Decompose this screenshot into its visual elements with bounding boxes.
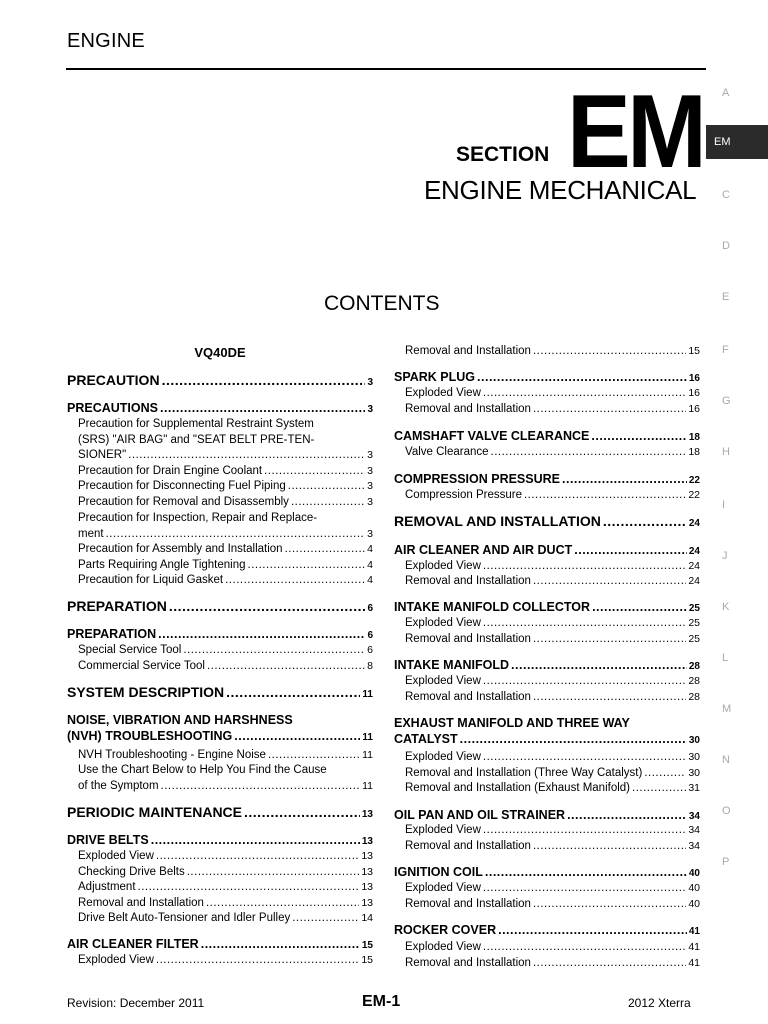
toc-entry[interactable]: [394, 823, 700, 839]
toc-entry-title: Removal and Installation: [405, 345, 531, 357]
toc-entry-title: of the Symptom: [78, 779, 159, 792]
dot-leader: [491, 445, 687, 461]
dot-leader: [207, 659, 365, 675]
dot-leader: [158, 627, 365, 643]
toc-entry[interactable]: [394, 766, 700, 782]
toc-entry-title-line: Precaution for Supplemental Restraint System: [78, 418, 314, 430]
toc-entry-page: 3: [367, 465, 373, 477]
toc-entry[interactable]: [67, 805, 373, 823]
dot-leader: [291, 495, 365, 511]
toc-entry-page: 24: [688, 575, 700, 587]
dot-leader: [161, 779, 361, 795]
toc-entry[interactable]: [394, 658, 700, 675]
toc-entry-title: NVH Troubleshooting - Engine Noise: [78, 749, 266, 761]
toc-entry[interactable]: [394, 781, 700, 797]
dot-leader: [477, 370, 687, 386]
dot-leader: [483, 881, 686, 897]
toc-entry-title-line: (SRS) "AIR BAG" and "SEAT BELT PRE-TEN-: [78, 433, 315, 446]
index-tab[interactable]: D: [722, 240, 730, 252]
toc-entry-page: 4: [367, 559, 373, 571]
toc-entry-title: Drive Belt Auto-Tensioner and Idler Pulley: [78, 912, 291, 924]
toc-entry-title: Exploded View: [405, 941, 481, 953]
toc-entry-page: 3: [367, 480, 373, 492]
dot-leader: [533, 897, 686, 913]
footer-model: 2012 Xterra: [628, 996, 691, 1010]
index-tab[interactable]: G: [722, 395, 731, 407]
toc-entry[interactable]: [67, 937, 373, 954]
toc-entry-title: Removal and Installation: [405, 691, 531, 703]
toc-entry[interactable]: [394, 445, 700, 461]
toc-entry-page: 4: [367, 543, 373, 555]
toc-entry[interactable]: [394, 865, 700, 882]
toc-entry-title: Removal and Installation: [405, 898, 531, 910]
toc-entry-page: 13: [361, 881, 373, 893]
toc-entry-page: 6: [367, 630, 373, 641]
toc-entry-page: 18: [688, 432, 700, 443]
index-tab[interactable]: F: [722, 344, 729, 356]
toc-entry-page: 30: [688, 734, 700, 746]
toc-entry-title: COMPRESSION PRESSURE: [394, 472, 561, 486]
toc-entry-title: AIR CLEANER FILTER: [67, 937, 199, 951]
toc-entry-title: Exploded View: [405, 751, 481, 763]
dot-leader: [592, 600, 687, 616]
toc-entry-page: 11: [362, 779, 373, 792]
toc-entry-title: INTAKE MANIFOLD: [394, 658, 510, 672]
toc-entry-page: 13: [361, 897, 373, 909]
index-tab[interactable]: E: [722, 291, 730, 303]
dot-leader: [225, 573, 365, 589]
toc-entry-page: 30: [688, 751, 700, 763]
index-tab[interactable]: O: [722, 805, 731, 817]
toc-entry-page: 24: [688, 546, 700, 557]
toc-entry[interactable]: [394, 370, 700, 387]
toc-entry-title: IGNITION COIL: [394, 865, 483, 879]
toc-entry-page: 16: [688, 373, 700, 384]
toc-entry[interactable]: [394, 574, 700, 590]
toc-entry-title: AIR CLEANER AND AIR DUCT: [394, 543, 573, 557]
toc-entry-title: Valve Clearance: [405, 446, 489, 458]
toc-entry-title: Removal and Installation (Three Way Catalyst): [405, 767, 643, 779]
toc-entry[interactable]: [394, 881, 700, 897]
toc-entry-title: Precaution for Removal and Disassembly: [78, 496, 289, 508]
toc-entry[interactable]: [394, 616, 700, 632]
dot-leader: [288, 479, 365, 495]
toc-entry-title: DRIVE BELTS: [67, 833, 149, 847]
toc-entry[interactable]: [67, 659, 373, 675]
toc-entry-page: 24: [688, 518, 700, 529]
header-title: ENGINE: [67, 30, 145, 52]
toc-entry[interactable]: [394, 488, 700, 504]
dot-leader: [533, 574, 686, 590]
dot-leader: [533, 632, 686, 648]
toc-entry[interactable]: [394, 514, 700, 532]
toc-entry[interactable]: [67, 849, 373, 865]
dot-leader: [533, 956, 686, 972]
toc-entry-title: CATALYST: [394, 731, 458, 746]
toc-entry-title: SPARK PLUG: [394, 370, 476, 384]
toc-entry[interactable]: [394, 674, 700, 690]
toc-entry[interactable]: [394, 559, 700, 575]
toc-entry[interactable]: [67, 401, 373, 418]
toc-entry[interactable]: [67, 685, 373, 703]
toc-entry-title: Special Service Tool: [78, 644, 182, 656]
toc-entry[interactable]: [67, 464, 373, 480]
toc-entry[interactable]: [67, 479, 373, 495]
toc-entry-title: ROCKER COVER: [394, 923, 497, 937]
dot-leader: [483, 616, 686, 632]
dot-leader: [201, 937, 360, 953]
toc-entry-title-line: NOISE, VIBRATION AND HARSHNESS: [67, 713, 293, 727]
toc-entry-page: 28: [688, 661, 700, 672]
toc-entry[interactable]: [67, 373, 373, 391]
toc-entry-page: 3: [367, 404, 373, 415]
dot-leader: [533, 402, 686, 418]
toc-entry-page: 40: [688, 882, 700, 894]
dot-leader: [151, 833, 360, 849]
index-tab[interactable]: N: [722, 754, 730, 766]
dot-leader: [483, 940, 686, 956]
toc-entry-page: 13: [361, 866, 373, 878]
toc-entry-page: 16: [688, 403, 700, 415]
dot-leader: [206, 896, 359, 912]
toc-entry-title: Exploded View: [405, 560, 481, 572]
toc-entry[interactable]: [67, 599, 373, 617]
index-tab[interactable]: J: [722, 550, 728, 562]
dot-leader: [483, 823, 686, 839]
toc-entry-page: 28: [688, 675, 700, 687]
toc-entry-page: 34: [688, 811, 700, 822]
toc-entry-page: 13: [361, 850, 373, 862]
toc-entry-title-line: Use the Chart Below to Help You Find the Cause: [78, 764, 327, 776]
dot-leader: [511, 658, 687, 674]
dot-leader: [574, 543, 687, 559]
toc-entry-title: Compression Pressure: [405, 489, 522, 501]
dot-leader: [128, 448, 365, 464]
toc-entry-page: 11: [362, 731, 373, 743]
toc-entry-title: Exploded View: [405, 824, 481, 836]
dot-leader: [632, 781, 686, 797]
dot-leader: [156, 953, 359, 969]
toc-entry[interactable]: [67, 713, 373, 745]
index-tab[interactable]: A: [722, 87, 730, 99]
toc-entry[interactable]: [394, 600, 700, 617]
index-tab[interactable]: L: [722, 652, 729, 664]
toc-entry-title: Removal and Installation: [78, 897, 204, 909]
index-tab-active[interactable]: [706, 125, 768, 159]
dot-leader: [562, 472, 687, 488]
toc-entry-page: 11: [362, 689, 373, 700]
toc-entry[interactable]: [394, 716, 700, 748]
footer-revision: Revision: December 2011: [67, 996, 205, 1010]
toc-entry[interactable]: [67, 833, 373, 850]
toc-entry[interactable]: [394, 690, 700, 706]
index-tab[interactable]: K: [722, 601, 730, 613]
toc-entry-page: 31: [688, 782, 700, 794]
toc-entry[interactable]: [394, 956, 700, 972]
index-tab[interactable]: H: [722, 446, 730, 458]
dot-leader: [485, 865, 687, 881]
toc-entry-title: PRECAUTIONS: [67, 401, 158, 415]
dot-leader: [264, 464, 365, 480]
toc-entry-title-line: Precaution for Inspection, Repair and Replace-: [78, 512, 318, 524]
dot-leader: [226, 685, 360, 701]
toc-entry[interactable]: [67, 865, 373, 881]
toc-entry-page: 3: [367, 527, 373, 540]
toc-entry-title: PREPARATION: [67, 627, 157, 641]
toc-entry-page: 6: [367, 644, 373, 656]
dot-leader: [524, 488, 686, 504]
dot-leader: [244, 805, 360, 821]
dot-leader: [187, 865, 360, 881]
dot-leader: [268, 748, 360, 764]
toc-entry[interactable]: [67, 511, 373, 542]
toc-entry-title: Exploded View: [405, 675, 481, 687]
toc-entry-page: 41: [688, 941, 700, 953]
toc-entry[interactable]: [67, 417, 373, 464]
toc-entry[interactable]: [394, 632, 700, 648]
dot-leader: [183, 643, 365, 659]
toc-entry[interactable]: [394, 897, 700, 913]
dot-leader: [285, 542, 366, 558]
toc-entry[interactable]: [67, 748, 373, 764]
toc-entry[interactable]: [67, 911, 373, 927]
toc-entry-page: 3: [367, 377, 373, 388]
toc-entry-page: 24: [688, 560, 700, 572]
toc-entry-title: ment: [78, 527, 104, 540]
toc-entry-page: 25: [688, 633, 700, 645]
toc-entry-title: Checking Drive Belts: [78, 866, 185, 878]
toc-entry-page: 41: [688, 926, 700, 937]
toc-entry-title: CAMSHAFT VALVE CLEARANCE: [394, 429, 590, 443]
section-label: SECTION: [456, 143, 550, 166]
toc-entry-page: 22: [688, 489, 700, 501]
toc-entry-page: 15: [688, 345, 700, 357]
toc-entry-title: SIONER": [78, 449, 127, 461]
toc-entry-title: Exploded View: [405, 387, 481, 399]
toc-entry-page: 16: [688, 387, 700, 399]
toc-entry[interactable]: [394, 386, 700, 402]
section-name: ENGINE MECHANICAL: [424, 175, 697, 205]
toc-entry-page: 30: [688, 767, 700, 779]
toc-entry-title: REMOVAL AND INSTALLATION: [394, 513, 601, 529]
dot-leader: [644, 766, 686, 782]
toc-entry-page: 15: [361, 954, 373, 966]
index-tab[interactable]: I: [722, 499, 726, 511]
toc-entry[interactable]: [67, 627, 373, 644]
toc-entry[interactable]: [67, 573, 373, 589]
dot-leader: [567, 808, 687, 824]
dot-leader: [169, 599, 366, 615]
toc-entry[interactable]: [67, 558, 373, 574]
toc-entry[interactable]: [67, 643, 373, 659]
toc-entry-title: Parts Requiring Angle Tightening: [78, 559, 246, 571]
toc-entry-title: Removal and Installation: [405, 633, 531, 645]
index-tab-label: EM: [714, 136, 731, 148]
engine-model-heading: VQ40DE: [194, 345, 246, 360]
toc-entry-title: Adjustment: [78, 881, 136, 893]
dot-leader: [138, 880, 360, 896]
dot-leader: [160, 401, 365, 417]
toc-entry-title-line: EXHAUST MANIFOLD AND THREE WAY: [394, 716, 630, 730]
toc-entry-page: 8: [367, 660, 373, 672]
toc-entry[interactable]: [394, 344, 700, 360]
toc-entry-title: PERIODIC MAINTENANCE: [67, 804, 243, 820]
toc-entry-page: 4: [367, 574, 373, 586]
toc-entry-title: Removal and Installation: [405, 575, 531, 587]
dot-leader: [533, 344, 686, 360]
toc-entry-title: PRECAUTION: [67, 372, 160, 388]
toc-entry-title: Removal and Installation: [405, 840, 531, 852]
toc-entry-page: 18: [688, 446, 700, 458]
toc-entry-page: 3: [367, 449, 373, 461]
contents-heading: CONTENTS: [324, 292, 440, 315]
dot-leader: [498, 923, 687, 939]
toc-entry[interactable]: [67, 542, 373, 558]
toc-entry[interactable]: [394, 923, 700, 940]
toc-entry[interactable]: [394, 839, 700, 855]
toc-entry-page: 41: [688, 957, 700, 969]
toc-entry-page: 34: [688, 824, 700, 836]
dot-leader: [162, 373, 366, 389]
toc-entry-title: Removal and Installation: [405, 403, 531, 415]
toc-entry-page: 25: [688, 603, 700, 614]
dot-leader: [460, 732, 687, 748]
toc-entry-page: 14: [361, 912, 373, 924]
toc-entry-page: 34: [688, 840, 700, 852]
toc-entry-page: 11: [362, 749, 373, 761]
toc-entry[interactable]: [67, 880, 373, 896]
toc-entry[interactable]: [394, 750, 700, 766]
toc-entry-title: INTAKE MANIFOLD COLLECTOR: [394, 600, 591, 614]
section-code: EM: [567, 74, 704, 190]
dot-leader: [234, 729, 360, 745]
toc-entry-title: Removal and Installation (Exhaust Manifold): [405, 782, 631, 794]
toc-entry[interactable]: [67, 896, 373, 912]
dot-leader: [533, 690, 686, 706]
toc-entry-title: Exploded View: [405, 617, 481, 629]
toc-entry[interactable]: [394, 472, 700, 489]
toc-entry-page: 28: [688, 691, 700, 703]
toc-entry-title: SYSTEM DESCRIPTION: [67, 684, 225, 700]
dot-leader: [483, 674, 686, 690]
toc-entry[interactable]: [67, 495, 373, 511]
toc-entry[interactable]: [394, 402, 700, 418]
toc-entry[interactable]: [394, 543, 700, 560]
toc-entry[interactable]: [394, 429, 700, 446]
toc-entry[interactable]: [67, 953, 373, 969]
dot-leader: [483, 750, 686, 766]
dot-leader: [156, 849, 359, 865]
toc-entry-page: 13: [361, 809, 373, 820]
toc-entry-page: 3: [367, 496, 373, 508]
dot-leader: [292, 911, 359, 927]
header-rule: [66, 68, 706, 70]
toc-entry-title: Exploded View: [78, 850, 154, 862]
toc-entry-page: 25: [688, 617, 700, 629]
toc-entry-title: Precaution for Drain Engine Coolant: [78, 465, 263, 477]
toc-entry-page: 15: [361, 940, 373, 951]
toc-entry-title: Precaution for Assembly and Installation: [78, 543, 283, 555]
index-tab[interactable]: C: [722, 189, 730, 201]
toc-entry-title: Commercial Service Tool: [78, 660, 205, 672]
toc-entry-title: Precaution for Liquid Gasket: [78, 574, 224, 586]
dot-leader: [483, 559, 686, 575]
dot-leader: [483, 386, 686, 402]
toc-entry-title: (NVH) TROUBLESHOOTING: [67, 728, 233, 743]
toc-entry-page: 6: [367, 603, 373, 614]
dot-leader: [533, 839, 686, 855]
toc-entry[interactable]: [394, 940, 700, 956]
toc-entry-title: Exploded View: [405, 882, 481, 894]
footer-page-label: EM-1: [362, 993, 401, 1010]
dot-leader: [603, 514, 687, 530]
toc-entry-title: Precaution for Disconnecting Fuel Piping: [78, 480, 286, 492]
toc-entry-page: 22: [688, 475, 700, 486]
dot-leader: [248, 558, 366, 574]
index-tab[interactable]: M: [722, 703, 732, 715]
dot-leader: [591, 429, 687, 445]
toc-entry-page: 40: [688, 868, 700, 879]
index-tab[interactable]: P: [722, 856, 730, 868]
toc-entry-page: 40: [688, 898, 700, 910]
toc-entry-title: OIL PAN AND OIL STRAINER: [394, 808, 566, 822]
toc-entry-title: Removal and Installation: [405, 957, 531, 969]
toc-entry-title: PREPARATION: [67, 598, 167, 614]
toc-entry[interactable]: [67, 763, 373, 794]
toc-entry-page: 13: [361, 836, 373, 847]
dot-leader: [106, 527, 366, 543]
toc-entry-title: Exploded View: [78, 954, 154, 966]
